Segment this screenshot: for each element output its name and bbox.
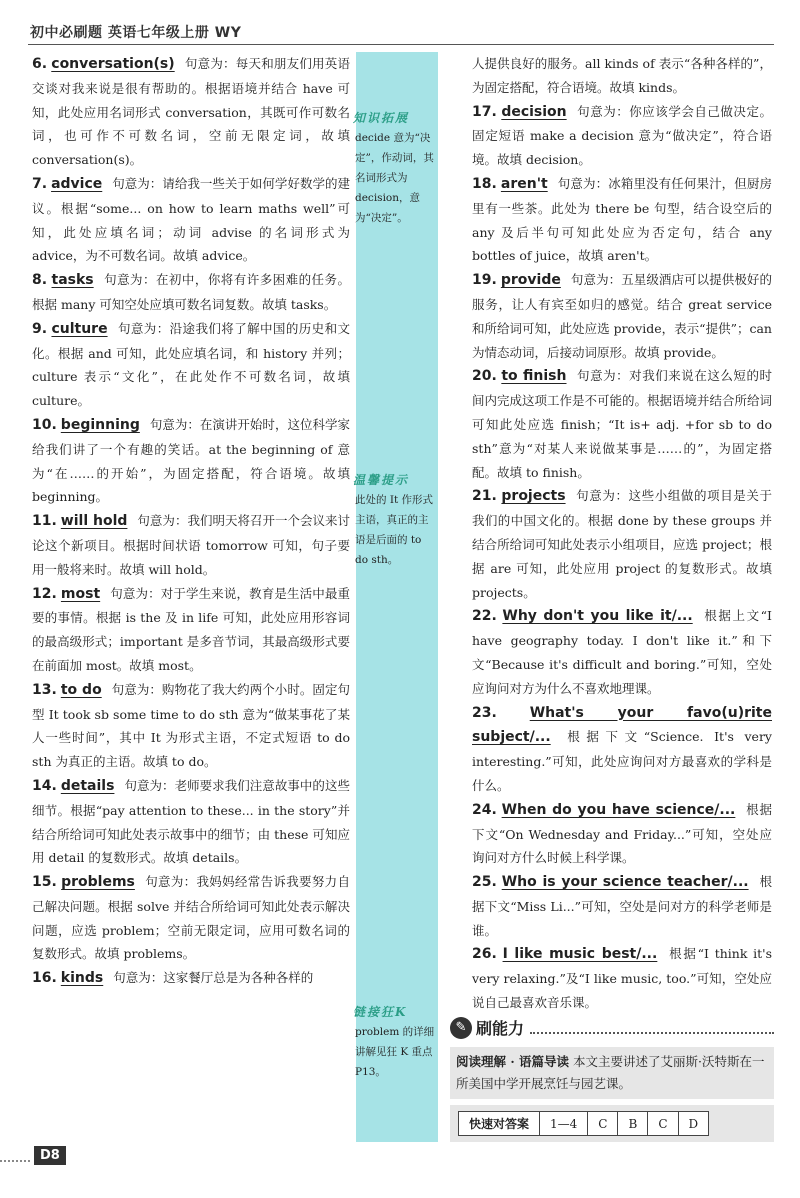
item-number: 10.: [32, 416, 57, 433]
answer-item: [472, 268, 772, 364]
answer-item: [472, 798, 772, 870]
item-explanation: 句意为：我妈妈经常告诉我要努力自己解决问题。根据 solve 并结合所给词可知此处表示解决问题，应选 problem；空前无限定词，应用可数名词的复数形式。故填 problems。: [32, 874, 350, 962]
item-answer: advice: [51, 175, 103, 192]
answer-item: [472, 52, 772, 100]
item-explanation: 句意为：购物花了我大约两个小时。固定句型 It took sb some time to do sth 意为“做某事花了某人一些时间”，其中 It 为形式主语，不定式短语 to do sth 为真正的主语。故填 to do。: [32, 681, 350, 770]
item-number: 14.: [32, 777, 57, 794]
corner-decoration: [0, 1160, 30, 1182]
left-column: [32, 52, 350, 991]
item-answer: to do: [60, 681, 102, 698]
reading-label: 阅读理解 · 语篇导读: [456, 1054, 570, 1069]
answer-item: [32, 172, 350, 268]
answer-item: [472, 100, 772, 172]
note-body: problem 的详细讲解见狂 K 重点 P13。: [355, 1026, 435, 1078]
item-answer: decision: [501, 103, 567, 120]
reading-summary: [450, 1047, 774, 1099]
item-number: 9.: [32, 320, 48, 337]
answer-item: [472, 870, 772, 942]
item-answer: tasks: [51, 272, 94, 289]
item-explanation: 句意为：每天和朋友们用英语交谈对我来说是很有帮助的。根据语境并结合 have 可知，此处应用名词形式 conversation，其既可作可数名词，也可作不可数名词，空前无限定词，故填 conversation(s)。: [32, 56, 350, 168]
item-number: 19.: [472, 272, 497, 289]
item-answer: I like music best/...: [502, 946, 658, 963]
item-explanation: 根据“I think it's very relaxing.”及“I like music, too.”可知，空处应说自己最喜欢音乐课。: [472, 946, 772, 1011]
reading-text: 本文主要讲述了艾丽斯·沃特斯在一所美国中学开展烹饪与园艺课。: [456, 1054, 765, 1091]
answer-cell: C: [648, 1112, 678, 1136]
item-number: 18.: [472, 175, 497, 192]
item-explanation: 句意为：在初中，你将有许多困难的任务。根据 many 可知空处应填可数名词复数。故填 tasks。: [32, 272, 350, 312]
item-explanation: 句意为：五星级酒店可以提供极好的服务，让人有宾至如归的感觉。结合 great service 和所给词可知，此处应选 provide，表示“提供”；can 为情态动词，后接动词原形。故填 provide。: [472, 272, 772, 360]
item-explanation: 句意为：对于学生来说，教育是生活中最重要的事情。根据 is the 及 in life 可知，此处应用形容词的最高级形式；important 是多音节词，其最高级形式要在前面加 most。故填 most。: [32, 585, 350, 673]
item-number: 8.: [32, 272, 48, 289]
quick-answers: [450, 1105, 774, 1142]
item-number: 23.: [472, 704, 497, 721]
item-number: 17.: [472, 103, 497, 120]
item-number: 25.: [472, 874, 497, 891]
item-answer: problems: [61, 874, 135, 891]
answer-item: [32, 678, 350, 774]
item-answer: aren't: [500, 175, 548, 192]
item-explanation: 根据上文“I have geography today. I don't like it.”和下文“Because it's difficult and boring.”可知，空处应询问对方为什么不喜欢地理课。: [472, 608, 772, 696]
note-body: decide 意为“决定”，作动词，其名词形式为 decision，意为“决定”。: [355, 132, 434, 224]
sidebar-note-tip: [353, 470, 437, 570]
item-answer: Why don't you like it/...: [502, 608, 693, 625]
item-number: 20.: [472, 368, 497, 385]
item-answer: culture: [51, 320, 108, 337]
sidebar-note-link: [353, 1002, 437, 1082]
note-title: 温馨提示: [353, 473, 410, 487]
answer-item: [472, 364, 772, 484]
item-number: 22.: [472, 608, 497, 625]
item-answer: will hold: [60, 513, 128, 530]
item-answer: projects: [501, 488, 566, 505]
answer-range: 1—4: [540, 1112, 588, 1136]
item-answer: conversation(s): [51, 56, 175, 72]
answer-item: [32, 317, 350, 413]
item-number: 21.: [472, 488, 497, 505]
answer-item: [32, 966, 350, 991]
sidebar-note-knowledge: [353, 108, 437, 228]
item-explanation: 根据下文“On Wednesday and Friday...”可知，空处应询问对方什么时候上科学课。: [472, 801, 772, 866]
item-number: 7.: [32, 175, 48, 192]
item-answer: Who is your science teacher/...: [501, 874, 749, 891]
answer-cell: C: [588, 1112, 618, 1136]
answer-item: [472, 604, 772, 700]
answer-item: [472, 701, 772, 798]
answer-item: [32, 52, 350, 172]
pen-icon: ✎: [450, 1017, 472, 1039]
item-number: 12.: [32, 585, 57, 602]
item-number: 13.: [32, 681, 57, 698]
item-explanation: 句意为：在演讲开始时，这位科学家给我们讲了一个有趣的笑话。at the beginning of 意为“在……的开始”，为固定搭配，符合语境。故填 beginning。: [32, 416, 350, 505]
item-explanation: 句意为：这家餐厅总是为各种各样的: [113, 970, 314, 986]
dotted-rule: [530, 1022, 774, 1034]
item-explanation: 根据下文“Miss Li...”可知，空处是问对方的科学老师是谁。: [472, 874, 772, 938]
item-explanation: 句意为：我们明天将召开一个会议来讨论这个新项目。根据时间状语 tomorrow 可知，句子要用一般将来时。故填 will hold。: [32, 513, 350, 577]
note-title: 知识拓展: [353, 111, 410, 125]
answer-item: [32, 582, 350, 678]
item-explanation: 句意为：老师要求我们注意故事中的这些细节。根据“pay attention to these... in the story”并结合所给词可知此处表示故事中的细节；由 these 可知应用 detail 的复数形式。故填 details。: [32, 777, 350, 866]
item-explanation: 句意为：你应该学会自己做决定。固定短语 make a decision 意为“做决定”，符合语境。故填 decision。: [472, 103, 772, 168]
answer-item: [32, 413, 350, 509]
answer-table: [458, 1111, 709, 1136]
note-title: 链接狂K: [353, 1005, 408, 1019]
item-explanation: 句意为：沿途我们将了解中国的历史和文化。根据 and 可知，此处应填名词，和 history 并列；culture 表示“文化”，在此处作不可数名词，故填 culture。: [32, 320, 350, 409]
practice-section: [450, 1016, 774, 1142]
page-header: 初中必刷题 英语七年级上册 WY: [30, 25, 242, 41]
header-divider: [28, 44, 774, 45]
item-answer: most: [60, 585, 101, 602]
answer-label: 快速对答案: [459, 1112, 540, 1136]
item-number: 15.: [32, 874, 57, 891]
answer-item: [472, 484, 772, 604]
item-number: 16.: [32, 970, 57, 987]
answer-item: [472, 172, 772, 268]
item-number: 11.: [32, 513, 57, 530]
practice-header: [450, 1016, 774, 1039]
right-column: [472, 52, 772, 1015]
item-answer: When do you have science/...: [501, 801, 736, 818]
item-answer: details: [60, 777, 115, 794]
answer-cell: D: [678, 1112, 709, 1136]
note-body: 此处的 It 作形式主语，真正的主语是后面的 to do sth。: [355, 494, 434, 566]
item-number: 24.: [472, 801, 497, 818]
item-explanation: 句意为：这些小组做的项目是关于我们的中国文化的。根据 done by these groups 并结合所给词可知此处表示小组项目，应选 project；根据 are 可知，此处应用 project 的复数形式。故填 projects。: [472, 488, 772, 600]
item-answer: kinds: [60, 970, 104, 987]
item-number: 26.: [472, 946, 497, 963]
item-answer: beginning: [60, 416, 140, 433]
item-explanation: 根据下文“Science. It's very interesting.”可知，此处应询问对方最喜欢的学科是什么。: [472, 729, 772, 793]
page-number: D8: [34, 1146, 66, 1165]
answer-item: [32, 870, 350, 966]
item-explanation: 句意为：请给我一些关于如何学好数学的建议。根据“some... on how to learn maths well”可知，此处应填名词；动词 advise 的名词形式为 advice，为不可数名词。故填 advice。: [32, 175, 350, 264]
item-answer: to finish: [501, 368, 567, 385]
answer-cell: B: [618, 1112, 648, 1136]
item-explanation: 句意为：冰箱里没有任何果汁，但厨房里有一些茶。此处为 there be 句型，结合设空后的 any 及后半句可知此处应为否定句，结合 any bottles of juice，故填 aren't。: [472, 175, 772, 264]
practice-title: 刷能力: [476, 1019, 525, 1038]
answer-item: [472, 942, 772, 1014]
item-explanation: 人提供良好的服务。all kinds of 表示“各种各样的”，为固定搭配，符合语境。故填 kinds。: [472, 56, 772, 95]
item-explanation: 句意为：对我们来说在这么短的时间内完成这项工作是不可能的。根据语境并结合所给词可知此处应选 finish；“It is+ adj. +for sb to do sth”意为“对某人来说做某事是……的”，为固定搭配。故填 to finish。: [472, 368, 773, 480]
item-answer: What's your favo(u)rite subject/...: [472, 704, 772, 746]
answer-item: [32, 509, 350, 581]
answer-item: [32, 268, 350, 317]
item-answer: provide: [500, 272, 561, 289]
item-number: 6.: [32, 56, 48, 72]
answer-item: [32, 774, 350, 870]
